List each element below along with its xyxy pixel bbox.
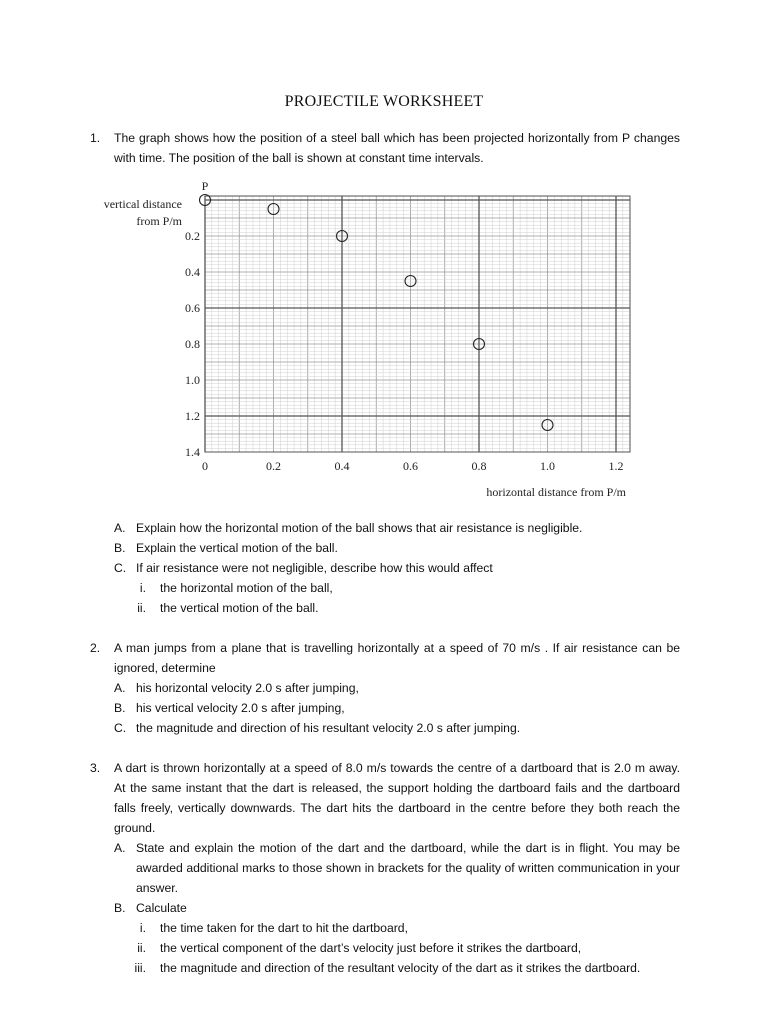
part-label: C. bbox=[114, 721, 127, 735]
part-text: Explain the vertical motion of the ball. bbox=[136, 541, 338, 555]
subpart-text: the horizontal motion of the ball, bbox=[160, 581, 333, 595]
part-text: Explain how the horizontal motion of the ball shows that air resistance is negligible. bbox=[136, 521, 583, 535]
subpart-label: ii. bbox=[137, 941, 146, 955]
subpart-label: i. bbox=[139, 921, 146, 935]
x-tick-label: 1.2 bbox=[608, 459, 624, 473]
x-tick-labels bbox=[202, 459, 624, 473]
y-tick-label: 0.6 bbox=[185, 301, 200, 315]
part-label: A. bbox=[114, 681, 126, 695]
question-1 bbox=[90, 128, 680, 168]
y-tick-label: 0.4 bbox=[185, 265, 200, 279]
subpart-label: iii. bbox=[134, 961, 146, 975]
part-text: State and explain the motion of the dart and the dartboard, while the dart is in flight. You may be awarded additional marks to those shown in brackets for the quality of written communication in your answer. bbox=[136, 841, 680, 895]
question-1-subpart-ii bbox=[120, 598, 680, 618]
question-text: A man jumps from a plane that is travelling horizontally at a speed of 70 m/s . If air resistance can be ignored, determine bbox=[114, 641, 680, 675]
question-3-subpart-ii bbox=[120, 938, 680, 958]
question-2 bbox=[90, 638, 680, 738]
question-number: 2. bbox=[90, 641, 101, 655]
part-text: his horizontal velocity 2.0 s after jumping, bbox=[136, 681, 359, 695]
subpart-text: the magnitude and direction of the resultant velocity of the dart as it strikes the dartboard. bbox=[160, 961, 641, 975]
subpart-label: i. bbox=[139, 581, 146, 595]
part-text: Calculate bbox=[136, 901, 187, 915]
part-text: his vertical velocity 2.0 s after jumping, bbox=[136, 701, 345, 715]
subpart-text: the vertical motion of the ball. bbox=[160, 601, 319, 615]
question-1-part-b bbox=[114, 538, 680, 558]
x-axis-label: horizontal distance from P/m bbox=[486, 485, 626, 499]
question-3-subpart-iii bbox=[120, 958, 680, 978]
question-2-part-a bbox=[114, 678, 680, 698]
question-text: The graph shows how the position of a steel ball which has been projected horizontally from P changes with time. The position of the ball is shown at constant time intervals. bbox=[114, 131, 680, 165]
x-tick-label: 0.4 bbox=[334, 459, 350, 473]
part-label: B. bbox=[114, 541, 126, 555]
part-label: A. bbox=[114, 841, 126, 855]
x-tick-label: 0.2 bbox=[266, 459, 281, 473]
question-number: 1. bbox=[90, 131, 101, 145]
question-3 bbox=[90, 758, 680, 978]
x-tick-label: 0 bbox=[202, 459, 208, 473]
y-tick-label: 1.0 bbox=[185, 373, 200, 387]
question-1-subpart-i bbox=[120, 578, 680, 598]
origin-label-p: P bbox=[201, 179, 209, 193]
y-axis-label-line2: from P/m bbox=[136, 214, 182, 228]
question-3-subpart-i bbox=[120, 918, 680, 938]
x-tick-label: 1.0 bbox=[540, 459, 555, 473]
part-text: the magnitude and direction of his resultant velocity 2.0 s after jumping. bbox=[136, 721, 521, 735]
part-label: A. bbox=[114, 521, 126, 535]
question-text: A dart is thrown horizontally at a speed of 8.0 m/s towards the centre of a dartboard that is 2.0 m away. At the same instant that the dart is released, the support holding the dartboard fails and the dartboard falls freely, vertically downwards. The dart hits the dartboard in the centre before they both reach the ground. bbox=[114, 761, 680, 835]
y-tick-label: 0.8 bbox=[185, 337, 200, 351]
minor-gridlines bbox=[205, 196, 630, 452]
part-text: If air resistance were not negligible, describe how this would affect bbox=[136, 561, 493, 575]
worksheet-title: PROJECTILE WORKSHEET bbox=[284, 93, 484, 110]
subpart-label: ii. bbox=[137, 601, 146, 615]
question-2-part-b bbox=[114, 698, 680, 718]
question-1-parts bbox=[90, 518, 680, 618]
part-label: B. bbox=[114, 701, 126, 715]
y-tick-labels bbox=[185, 229, 200, 459]
question-1-part-c bbox=[114, 558, 680, 578]
y-tick-label: 1.2 bbox=[185, 409, 200, 423]
question-2-part-c bbox=[114, 718, 680, 738]
x-tick-label: 0.8 bbox=[471, 459, 487, 473]
y-tick-label: 0.2 bbox=[185, 229, 200, 243]
x-tick-label: 0.6 bbox=[403, 459, 418, 473]
y-axis-label-line1: vertical distance bbox=[103, 197, 182, 211]
part-label: C. bbox=[114, 561, 127, 575]
y-tick-label: 1.4 bbox=[185, 445, 200, 459]
subpart-text: the vertical component of the dart’s velocity just before it strikes the dartboard, bbox=[160, 941, 582, 955]
subpart-text: the time taken for the dart to hit the dartboard, bbox=[160, 921, 408, 935]
question-number: 3. bbox=[90, 761, 101, 775]
part-label: B. bbox=[114, 901, 126, 915]
question-3-part-a bbox=[114, 838, 680, 898]
question-3-part-b bbox=[114, 898, 680, 918]
position-graph bbox=[0, 178, 768, 508]
question-1-part-a bbox=[114, 518, 680, 538]
